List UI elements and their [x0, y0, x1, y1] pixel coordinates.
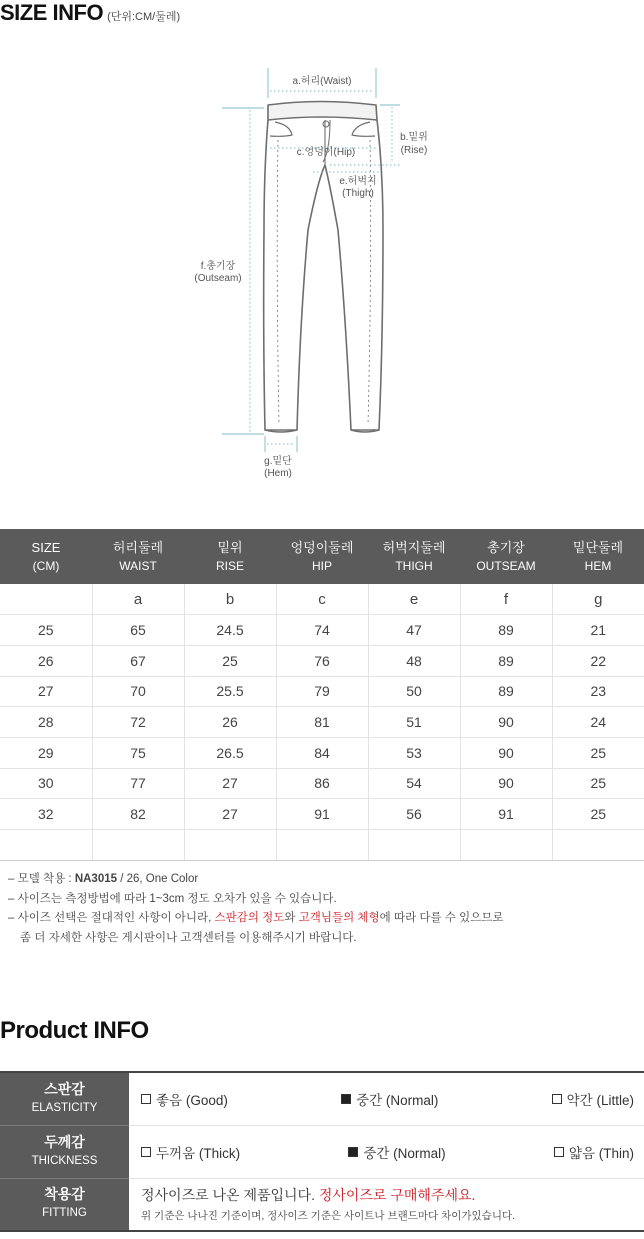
label-hip: c.엉덩이(Hip): [296, 147, 356, 158]
size-notes: [8, 870, 638, 948]
label-hem-en: (Hem): [264, 468, 292, 479]
label-thigh-en: (Thigh): [342, 188, 374, 199]
elasticity-row: [0, 1072, 644, 1125]
elasticity-option-normal: 중간 (Normal): [341, 1089, 438, 1109]
size-info-title: [0, 0, 180, 30]
header-size: SIZE (CM): [0, 529, 92, 584]
checkbox-empty-icon: [141, 1094, 151, 1104]
size-table-letter-row: a b c e f g: [0, 584, 644, 615]
thickness-option-thick: 두꺼움 (Thick): [141, 1142, 240, 1162]
label-rise-en: (Rise): [400, 145, 428, 156]
header-thigh: 허벅지둘레 THIGH: [368, 529, 460, 584]
note-contact: 좀 더 자세한 사항은 게시판이나 고객센터를 이용해주시기 바랍니다.: [20, 931, 357, 944]
checkbox-filled-icon: [348, 1147, 358, 1157]
size-info-heading: SIZE INFO: [0, 0, 104, 25]
table-row: 26 67 25 76 48 89 22: [0, 645, 644, 676]
header-rise: 밑위 RISE: [184, 529, 276, 584]
elasticity-label: 스판감 ELASTICITY: [0, 1072, 129, 1125]
size-table-header: [0, 529, 644, 584]
product-info-table: [0, 1071, 644, 1232]
pants-measurement-diagram: [180, 60, 460, 485]
label-rise-ko: b.밑위: [400, 132, 428, 143]
table-row: 30 77 27 86 54 90 25: [0, 768, 644, 799]
checkbox-empty-icon: [552, 1094, 562, 1104]
thickness-option-normal: 중간 (Normal): [348, 1142, 445, 1162]
table-row: 32 82 27 91 56 91 25: [0, 799, 644, 830]
table-row-empty: [0, 830, 644, 861]
measurement-guides: [222, 68, 400, 452]
fitting-row: [0, 1178, 644, 1231]
thickness-option-thin: 얇음 (Thin): [554, 1142, 634, 1162]
table-row: 28 72 26 81 51 90 24: [0, 707, 644, 738]
pants-diagram-svg: [180, 60, 460, 485]
label-hem-ko: g.밑단: [264, 456, 292, 467]
checkbox-empty-icon: [141, 1147, 151, 1157]
fitting-main-text: 정사이즈로 나온 제품입니다. 정사이즈로 구매해주세요.: [141, 1187, 476, 1204]
note-selection: – 사이즈 선택은 절대적인 사항이 아니라, 스판감의 정도와 고객님들의 체형에 따라 다를 수 있으므로: [8, 912, 504, 924]
note-model: – 모델 착용 : NA3015 / 26, One Color: [8, 873, 199, 885]
note-measurement: – 사이즈는 측정방법에 따라 1~3cm 정도 오차가 있을 수 있습니다.: [8, 892, 337, 905]
table-row: 29 75 26.5 84 53 90 25: [0, 737, 644, 768]
checkbox-empty-icon: [554, 1147, 564, 1157]
header-hip: 엉덩이둘레 HIP: [276, 529, 368, 584]
size-table: [0, 529, 644, 861]
fitting-sub-text: 위 기준은 나나진 기준이며, 정사이즈 기준은 사이트나 브랜드마다 차이가있습니다.: [141, 1210, 516, 1223]
size-unit-note: (단위:CM/둘레): [107, 11, 181, 23]
thickness-row: [0, 1125, 644, 1178]
header-outseam: 총기장 OUTSEAM: [460, 529, 552, 584]
elasticity-option-good: 좋음 (Good): [141, 1089, 228, 1109]
header-waist: 허리둘레 WAIST: [92, 529, 184, 584]
fitting-label: 착용감 FITTING: [0, 1178, 129, 1231]
table-row: 25 65 24.5 74 47 89 21: [0, 615, 644, 646]
elasticity-option-little: 약간 (Little): [552, 1089, 634, 1109]
product-info-title: Product INFO: [0, 1017, 149, 1044]
thickness-label: 두께감 THICKNESS: [0, 1125, 129, 1178]
header-hem: 밑단둘레 HEM: [552, 529, 644, 584]
table-row: 27 70 25.5 79 50 89 23: [0, 676, 644, 707]
label-outseam-en: (Outseam): [194, 273, 242, 284]
label-outseam-ko: f.총기장: [200, 261, 236, 272]
label-waist: a.허리(Waist): [292, 76, 352, 87]
label-thigh-ko: e.허벅지: [339, 176, 377, 187]
checkbox-filled-icon: [341, 1094, 351, 1104]
